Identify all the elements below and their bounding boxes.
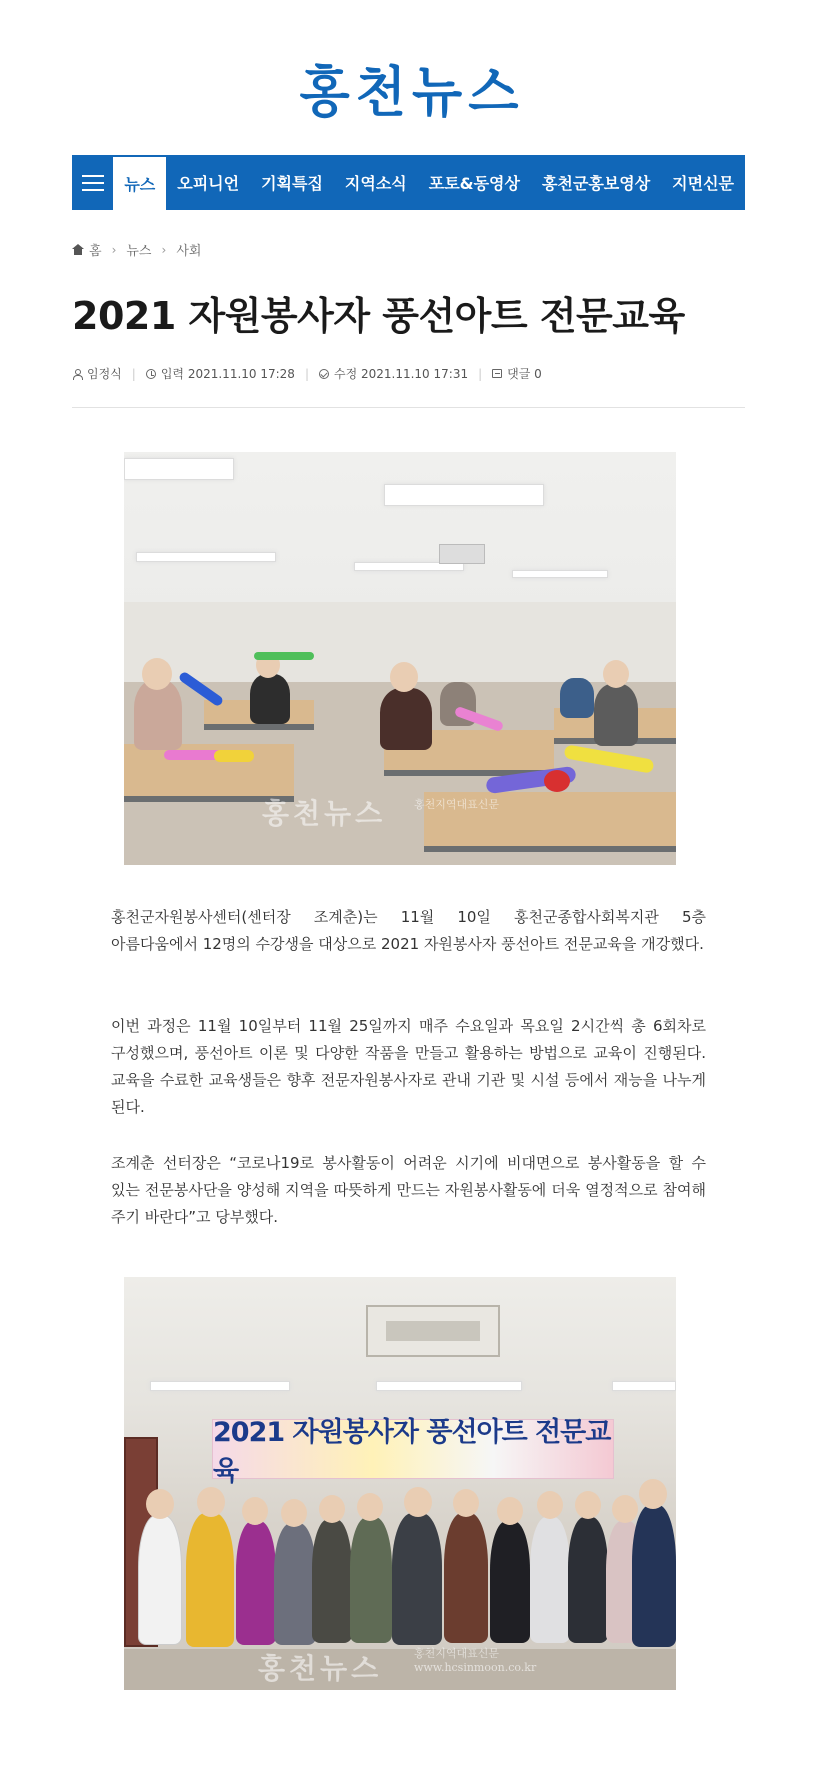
nav-item-print[interactable]: 지면신문 [672, 174, 734, 193]
person [444, 1513, 488, 1643]
person [392, 1513, 442, 1645]
article-photo-classroom[interactable] [124, 452, 676, 865]
article-paragraph: 조계춘 선터장은 “코로나19로 봉사활동이 어려운 시기에 비대면으로 봉사활동을 할 수 있는 전문봉사단을 양성해 지역을 따뜻하게 만드는 자원봉사활동에 더욱 열정적으로 참여해 주기 바란다”고 당부했다. [111, 1154, 706, 1226]
article-meta [72, 365, 542, 382]
person [274, 1523, 316, 1645]
meta-divider: | [304, 366, 309, 381]
person-head [142, 658, 172, 690]
person [594, 684, 638, 746]
created-text: 입력 2021.11.10 17:28 [160, 367, 295, 381]
person-head [281, 1499, 307, 1527]
meta-divider: | [478, 366, 483, 381]
person-head [319, 1495, 345, 1523]
balloon [214, 750, 254, 762]
article-paragraph: 홍천군자원봉사센터(센터장 조계춘)는 11월 10일 홍천군종합사회복지관 5층 아름다움에서 12명의 수강생을 대상으로 2021 자원봉사자 풍선아트 전문교육을 개강했다. [111, 908, 706, 953]
photo-watermark: 홍천뉴스 [262, 797, 387, 830]
floor [124, 1649, 676, 1690]
person-head [537, 1491, 563, 1519]
person-head [242, 1497, 268, 1525]
author [72, 365, 122, 382]
site-header [0, 50, 824, 125]
person-head [497, 1497, 523, 1525]
ceiling-light [136, 552, 276, 562]
nav-item-news[interactable]: 뉴스 [113, 157, 166, 210]
person-head [639, 1479, 667, 1509]
person [490, 1521, 530, 1643]
balloon [544, 770, 570, 792]
header-divider [72, 407, 745, 408]
created-date [146, 365, 295, 382]
person-head [357, 1493, 383, 1521]
chevron-right-icon: › [161, 242, 167, 257]
ceiling-light [376, 1381, 522, 1391]
ceiling-light [512, 570, 608, 578]
menu-button[interactable] [72, 155, 113, 210]
person [632, 1505, 676, 1647]
nav-item-feature[interactable]: 기획특집 [261, 174, 323, 193]
person [236, 1521, 276, 1645]
chevron-right-icon: › [111, 242, 117, 257]
nav-item-photo-video[interactable]: 포토&동영상 [428, 174, 520, 193]
person-head [404, 1487, 432, 1517]
nav-item-opinion[interactable]: 오피니언 [177, 174, 240, 193]
author-name: 임정식 [87, 367, 122, 381]
clock-icon [146, 369, 156, 379]
person [350, 1517, 392, 1643]
article-photo-group[interactable] [124, 1277, 676, 1690]
ceiling-light [124, 458, 234, 480]
person-head [612, 1495, 638, 1523]
person [138, 1515, 182, 1645]
person-head [453, 1489, 479, 1517]
modified-date [319, 365, 468, 382]
check-circle-icon [319, 369, 329, 379]
article-paragraph: 이번 과정은 11월 10일부터 11월 25일까지 매주 수요일과 목요일 2시간씩 총 6회차로 구성했으며, 풍선아트 이론 및 다양한 작품을 만들고 활용하는 방법으로 교육이 진행된다. 교육을 수료한 교육생들은 향후 전문자원봉사자로 관내 기관 및 시설 등에서 재능을 나누게 된다. [111, 1017, 706, 1116]
person [560, 678, 594, 718]
breadcrumb-subsection[interactable]: 사회 [176, 244, 202, 259]
photo-watermark: 홍천뉴스 [258, 1652, 383, 1685]
projector [439, 544, 485, 564]
ceiling-light [612, 1381, 676, 1391]
person [134, 680, 182, 750]
nav-item-local[interactable]: 지역소식 [344, 174, 407, 193]
user-icon [72, 369, 82, 379]
person [186, 1513, 234, 1647]
person-head [603, 660, 629, 688]
nav-items [113, 155, 745, 210]
breadcrumb-section[interactable]: 뉴스 [126, 244, 152, 259]
main-nav [72, 155, 745, 210]
photo-watermark-sub: 홍천지역대표신문 [414, 798, 500, 811]
ceiling-light [150, 1381, 290, 1391]
breadcrumb-home[interactable]: 홈 [89, 244, 102, 259]
site-logo[interactable]: 홍천뉴스 [299, 61, 525, 125]
banner-text: 2021 자원봉사자 풍선아트 전문교육 [213, 1417, 611, 1487]
meta-divider: | [131, 366, 136, 381]
person-head [390, 662, 418, 692]
article-title: 2021 자원봉사자 풍선아트 전문교육 [72, 294, 685, 338]
comment-icon [492, 369, 502, 378]
person [250, 674, 290, 724]
ceiling-light [384, 484, 544, 506]
balloon [254, 652, 314, 660]
person-head [146, 1489, 174, 1519]
person [568, 1517, 608, 1643]
person-head [575, 1491, 601, 1519]
person [312, 1519, 352, 1643]
event-banner [212, 1417, 614, 1487]
photo-watermark-url: www.hcsinmoon.co.kr [414, 1661, 537, 1674]
person [530, 1517, 570, 1643]
photo-watermark-sub: 홍천지역대표신문 [414, 1647, 500, 1660]
person [380, 688, 432, 750]
hamburger-icon [82, 175, 104, 191]
breadcrumb [72, 240, 201, 259]
comment-text[interactable]: 댓글 0 [507, 367, 542, 381]
air-conditioner [366, 1305, 500, 1357]
home-icon [72, 244, 84, 255]
modified-text: 수정 2021.11.10 17:31 [333, 367, 469, 381]
person-head [197, 1487, 225, 1517]
nav-item-promo-video[interactable]: 홍천군홍보영상 [541, 174, 651, 193]
comment-count[interactable] [492, 365, 542, 382]
